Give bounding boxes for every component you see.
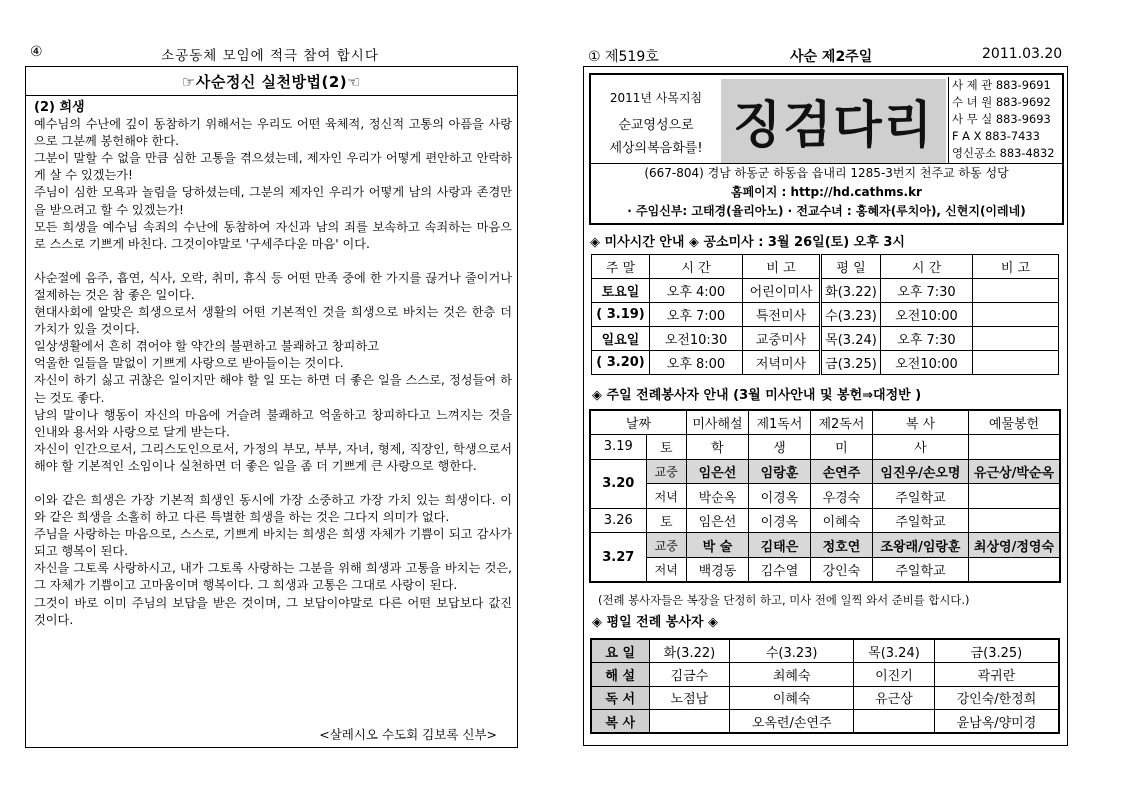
table-cell: 생 (748, 435, 810, 460)
table-cell: 주일학교 (872, 508, 968, 533)
table-cell: 오후 8:00 (650, 351, 743, 375)
article-subtitle: (2) 희생 (34, 100, 85, 115)
table-cell (968, 508, 1060, 533)
table-cell: 사 (872, 435, 968, 460)
title-divider (26, 95, 517, 96)
table-cell: 화(3.22) (821, 279, 881, 303)
left-header-title: 소공동체 모임에 적극 참여 합시다 (161, 48, 379, 64)
page-number-left: ④ (30, 44, 43, 60)
paragraph: 주님이 심한 모욕과 놀림을 당하셨는데, 그분의 제자인 우리가 어떻게 남의 사랑과 존경만을 받으려고 할 수 있겠는가! (34, 185, 512, 217)
table-row (590, 558, 1060, 583)
table-cell: 임은선 (686, 508, 748, 533)
logo-text: 징검다리 (732, 95, 935, 154)
table-row (590, 459, 1060, 484)
column-header: 평 일 (821, 255, 881, 279)
table-cell: 최혜숙 (730, 663, 854, 687)
table-cell: 우경숙 (810, 484, 872, 509)
table-cell: 금(3.25) (934, 639, 1059, 663)
table-cell (649, 710, 730, 734)
table-cell: 토요일 (592, 279, 650, 303)
table-cell: 이경옥 (748, 508, 810, 533)
table-cell: 교중 (646, 459, 686, 484)
paragraph: 자신이 하기 싫고 귀찮은 일이지만 해야 할 일 또는 하면 더 좋은 일을 스스로, 정성들여 하는 것도 좋다. (34, 373, 512, 405)
article-body (34, 99, 512, 629)
motto-line: 세상의복음화를! (609, 141, 703, 156)
table-cell: 임랑훈 (748, 459, 810, 484)
staff-list: · 주임신부: 고태경(율리아노) · 전교수녀 : 홍혜자(루치아), 신현지(이레네) (627, 204, 1026, 218)
column-header: 시 간 (650, 255, 743, 279)
table-cell (973, 279, 1059, 303)
table-cell: 금(3.25) (821, 351, 881, 375)
column-header: 복 사 (872, 410, 968, 435)
table-cell: 강인숙 (810, 558, 872, 583)
service-table (589, 409, 1061, 583)
table-cell: 오후 4:00 (650, 279, 743, 303)
table-cell: 손연주 (810, 459, 872, 484)
table-header-row (592, 255, 1059, 279)
table-row (590, 508, 1060, 533)
table-cell (968, 435, 1060, 460)
table-cell: 박 술 (686, 533, 748, 558)
liturgical-week: 사순 제2주일 (790, 49, 873, 65)
table-cell: 미 (810, 435, 872, 460)
issue-number: ① 제519호 (588, 49, 659, 65)
table-cell: 김태은 (748, 533, 810, 558)
table-cell: ( 3.19) (592, 303, 650, 327)
paragraph: 예수님의 수난에 깊이 동참하기 위해서는 우리도 어떤 육체적, 정신적 고통의 아픔을 사랑으로 그분께 봉헌해야 한다. (34, 117, 512, 149)
table-row (592, 327, 1059, 351)
table-cell: 임은선 (686, 459, 748, 484)
service-heading: ◈ 주일 전례봉사자 안내 (3월 미사안내 및 봉헌⇒대정반 ) (592, 388, 922, 403)
contact-item: 사 무 실 883-9693 (952, 112, 1051, 126)
masthead-info (591, 163, 1062, 221)
table-cell: 3.20 (590, 459, 646, 508)
table-cell: 3.26 (590, 508, 646, 533)
paragraph: 현대사회에 알맞은 희생으로서 생활의 어떤 기본적인 것을 희생으로 바치는 것은 한층 더 가치가 있을 것이다. (34, 305, 512, 337)
table-cell: 이경옥 (748, 484, 810, 509)
table-cell: 일요일 (592, 327, 650, 351)
table-cell: 토 (646, 508, 686, 533)
pastoral-motto (591, 75, 721, 165)
table-cell: 백경동 (686, 558, 748, 583)
paragraph: 남의 말이나 행동이 자신의 마음에 거슬려 불쾌하고 억울하고 창피하다고 느껴지는 것을 인내와 용서와 사랑으로 달게 받는다. (34, 407, 512, 439)
table-cell (973, 327, 1059, 351)
table-cell: 어린이미사 (743, 279, 821, 303)
paragraph: 그것이 바로 이미 주님의 보답을 받은 것이며, 그 보답이야말로 다른 어떤 보답보다 값진 것이다. (34, 595, 512, 627)
paragraph: 자신이 인간으로서, 그리스도인으로서, 가정의 부모, 부부, 자녀, 형제, 직장인, 학생으로서 해야 할 기본적인 소임이나 실천하면 더 좋은 일을 좀 더 기쁘게 큰 사랑으로 행한다. (34, 441, 512, 473)
paragraph-gap (34, 253, 512, 270)
paragraph: 억울한 일들을 말없이 기쁘게 사랑으로 받아들이는 것이다. (34, 356, 344, 371)
motto-year: 2011년 사목지침 (609, 91, 703, 105)
contact-item: 수 녀 원 883-9692 (952, 95, 1051, 109)
table-cell: 수(3.23) (821, 303, 881, 327)
table-cell (968, 484, 1060, 509)
table-cell: 주일학교 (872, 558, 968, 583)
table-row (590, 484, 1060, 509)
table-cell (973, 351, 1059, 375)
table-cell (973, 303, 1059, 327)
table-cell: 이혜숙 (730, 686, 854, 710)
left-article-box (25, 66, 518, 748)
table-cell: 화(3.22) (649, 639, 730, 663)
table-cell: 교중 (646, 533, 686, 558)
table-row (592, 303, 1059, 327)
table-cell: 목(3.24) (821, 327, 881, 351)
weekday-heading: ◈ 평일 전례 봉사자 ◈ (592, 615, 719, 630)
column-header: 비 고 (973, 255, 1059, 279)
paragraph: 모든 희생을 예수님 속죄의 수난에 동참하여 자신과 남의 죄를 보속하고 속죄하는 마음으로 스스로 기쁘게 바친다. 그것이야말로 '구세주다운 마음' 이다. (34, 219, 512, 251)
row-label: 복 사 (591, 710, 649, 734)
homepage-link[interactable]: 홈페이지 : http://hd.cathms.kr (731, 185, 922, 199)
table-cell: 수(3.23) (730, 639, 854, 663)
mass-schedule-heading: ◈ 미사시간 안내 ◈ 공소미사 : 3월 26일(토) 오후 3시 (590, 235, 905, 250)
column-header: 주 말 (592, 255, 650, 279)
motto-line: 순교영성으로 (618, 118, 694, 133)
weekday-table (590, 638, 1060, 734)
author-signature: <살레시오 수도회 김보록 신부> (319, 727, 497, 742)
table-cell: 유근상 (854, 686, 935, 710)
issue-date: 2011.03.20 (982, 46, 1063, 62)
contact-item: 영신공소 883-4832 (952, 146, 1055, 160)
table-cell: 정호연 (810, 533, 872, 558)
table-cell: 오전10:30 (650, 327, 743, 351)
paragraph: 이와 같은 희생은 가장 기본적 희생인 동시에 가장 소중하고 가장 가치 있는 희생이다. 이와 같은 희생을 소홀히 하고 다른 특별한 희생을 하는 것은 그다지 의미가 없다. (34, 492, 512, 525)
bulletin-logo (721, 79, 946, 163)
table-row (591, 639, 1059, 663)
service-note: (전례 봉사자들은 복장을 단정히 하고, 미사 전에 일찍 와서 준비를 합시다.) (598, 593, 970, 607)
contact-item: F A X 883-7433 (952, 129, 1040, 143)
mass-schedule-table (591, 254, 1059, 375)
table-cell: 오후 7:00 (650, 303, 743, 327)
column-header: 날짜 (590, 410, 686, 435)
table-cell: 오전10:00 (881, 351, 973, 375)
table-row (591, 663, 1059, 687)
table-cell: 박순옥 (686, 484, 748, 509)
table-cell: 주일학교 (872, 484, 968, 509)
table-row (591, 710, 1059, 734)
table-cell: 김수열 (748, 558, 810, 583)
table-cell: 윤남옥/양미경 (934, 710, 1059, 734)
article-title: ☞사순정신 실천방법(2)☜ (181, 73, 362, 91)
row-label: 요 일 (591, 639, 649, 663)
table-cell: 저녁 (646, 558, 686, 583)
paragraph: 주님을 사랑하는 마음으로, 스스로, 기쁘게 바치는 희생은 희생 자체가 기쁨이 되고 감사가 되고 행복이 된다. (34, 527, 512, 559)
table-cell: 오후 7:30 (881, 279, 973, 303)
table-row (591, 686, 1059, 710)
column-header: 미사해설 (686, 410, 748, 435)
paragraph: 사순절에 음주, 흡연, 식사, 오락, 취미, 휴식 등 어떤 만족 중에 한 가지를 끊거나 줄이거나 절제하는 것은 참 좋은 일이다. (34, 270, 512, 302)
table-cell: 강인숙/한정희 (934, 686, 1059, 710)
table-cell: 학 (686, 435, 748, 460)
table-cell: 3.27 (590, 533, 646, 582)
column-header: 시 간 (881, 255, 973, 279)
table-cell: 3.19 (590, 435, 646, 460)
table-cell: 이혜숙 (810, 508, 872, 533)
table-cell: 최상영/정영숙 (968, 533, 1060, 558)
table-row (590, 533, 1060, 558)
table-cell: 토 (646, 435, 686, 460)
table-header-row (590, 410, 1060, 435)
table-cell: 특전미사 (743, 303, 821, 327)
contact-item: 사 제 관 883-9691 (952, 78, 1051, 92)
table-cell: 오전10:00 (881, 303, 973, 327)
column-header: 제1독서 (748, 410, 810, 435)
paragraph: 그분이 말할 수 없을 만큼 심한 고통을 겪으셨는데, 제자인 우리가 어떻게 편안하고 안락하게 살 수 있겠는가! (34, 151, 512, 183)
table-cell (854, 710, 935, 734)
table-row (592, 351, 1059, 375)
table-cell: 노점남 (649, 686, 730, 710)
column-header: 비 고 (743, 255, 821, 279)
table-cell: ( 3.20) (592, 351, 650, 375)
table-row (592, 279, 1059, 303)
table-row (590, 435, 1060, 460)
row-label: 해 설 (591, 663, 649, 687)
table-cell: 목(3.24) (854, 639, 935, 663)
church-address: (667-804) 경남 하동군 하동읍 읍내리 1285-3번지 천주교 하동 성당 (644, 166, 1009, 180)
table-cell: 김금수 (649, 663, 730, 687)
table-cell: 임진우/손오명 (872, 459, 968, 484)
table-cell: 저녁 (646, 484, 686, 509)
table-cell: 오후 7:30 (881, 327, 973, 351)
masthead (589, 73, 1064, 225)
paragraph: 일상생활에서 흔히 겪어야 할 약간의 불편하고 불쾌하고 창피하고 (34, 339, 379, 354)
contact-list (948, 77, 1064, 163)
paragraph-gap (34, 475, 512, 492)
table-cell: 저녁미사 (743, 351, 821, 375)
table-cell: 유근상/박순옥 (968, 459, 1060, 484)
column-header: 예물봉헌 (968, 410, 1060, 435)
paragraph: 자신을 그토록 사랑하시고, 내가 그토록 사랑하는 그분을 위해 희생과 고통을 바치는 것은, 그 자체가 기쁨이고 고마움이며 행복이다. 그 희생과 고통은 그대로 사랑이 된다. (34, 561, 512, 593)
table-cell (968, 558, 1060, 583)
table-cell: 조왕래/임랑훈 (872, 533, 968, 558)
row-label: 독 서 (591, 686, 649, 710)
table-cell: 오옥련/손연주 (730, 710, 854, 734)
table-cell: 이진기 (854, 663, 935, 687)
table-cell: 곽귀란 (934, 663, 1059, 687)
table-cell: 교중미사 (743, 327, 821, 351)
column-header: 제2독서 (810, 410, 872, 435)
